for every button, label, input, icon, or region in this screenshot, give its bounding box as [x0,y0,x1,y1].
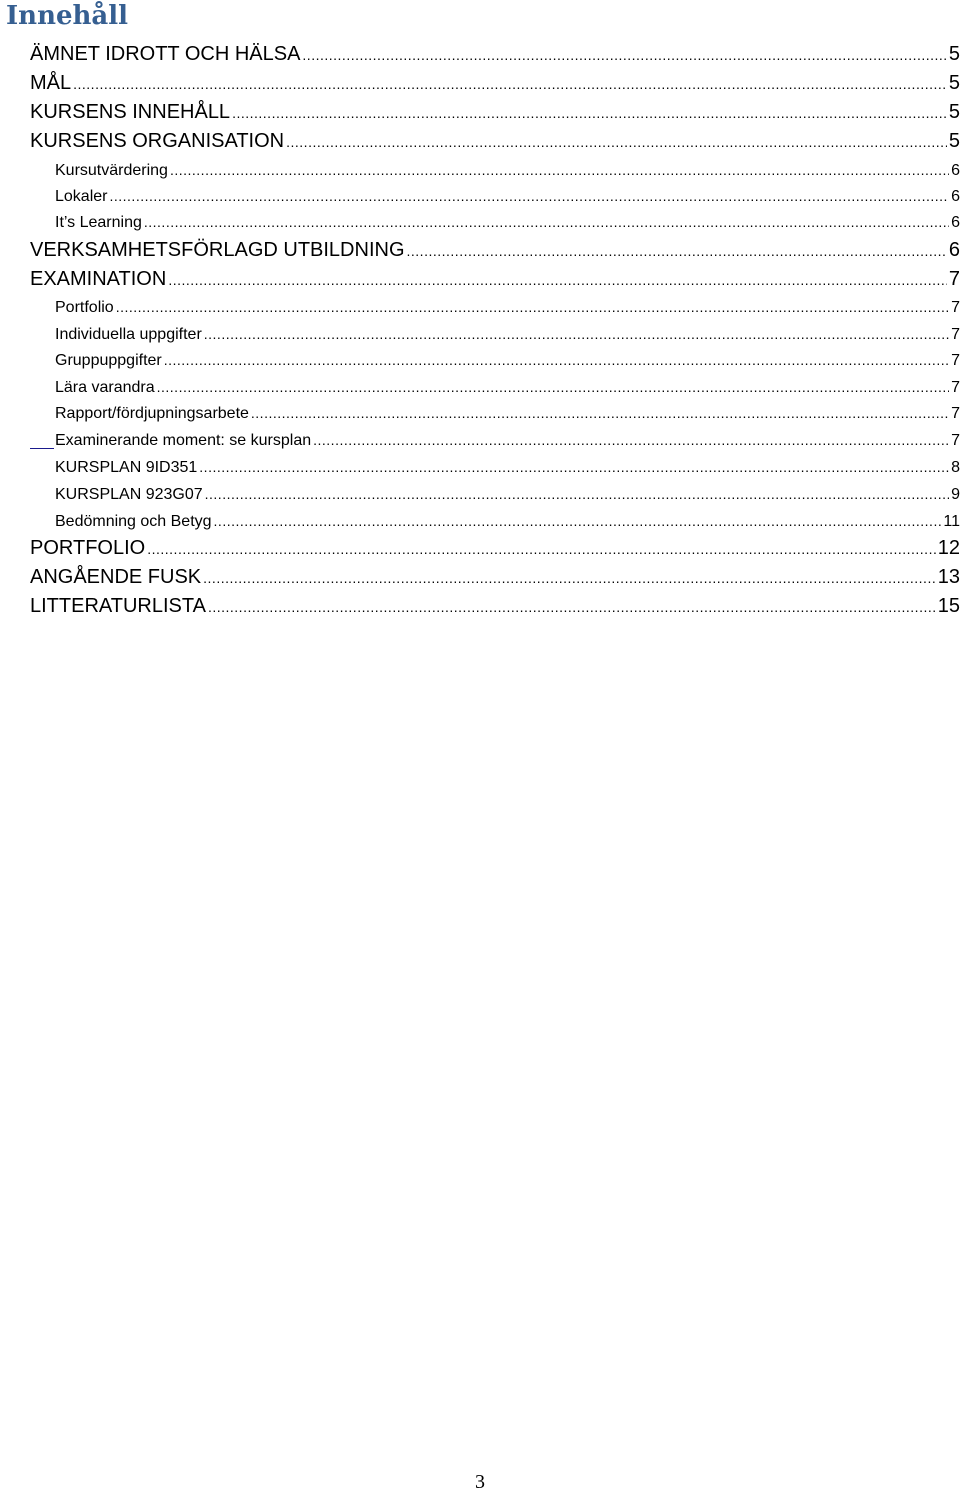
dot-leader [214,508,942,534]
toc-entry[interactable] [30,592,960,620]
dot-leader [116,294,949,320]
toc-entry-page: 7 [951,432,960,449]
toc-entry-page: 9 [951,486,960,503]
dot-leader [170,157,949,183]
dot-leader [205,481,949,507]
dot-leader [73,70,947,98]
toc-entry-label: Examinerande moment: se kursplan [55,432,312,449]
toc-entry-label: MÅL [30,72,72,94]
dot-leader [407,237,947,265]
toc-entry-label: Lokaler [55,188,108,205]
toc-entry[interactable] [30,265,960,293]
toc-entry-page: 7 [948,268,960,290]
toc-entry[interactable] [30,69,960,97]
dot-leader [313,427,949,453]
toc-entry-label: Bedömning och Betyg [55,513,212,530]
toc-entry[interactable] [55,321,960,347]
dot-leader [302,41,946,69]
toc-entry-label: It’s Learning [55,214,142,231]
toc-entry-page: 6 [951,162,960,179]
toc-entry-page: 13 [937,566,960,588]
toc-entry-label: KURSPLAN 923G07 [55,486,203,503]
toc-entry-page: 7 [951,405,960,422]
toc-heading: Innehåll [6,1,129,31]
dot-leader [208,593,936,621]
toc-entry[interactable] [55,294,960,320]
toc-entry-label: Kursutvärdering [55,162,168,179]
toc-entry[interactable] [55,347,960,373]
toc-entry-label: Gruppuppgifter [55,352,162,369]
toc-entry[interactable] [55,183,960,209]
toc-entry[interactable] [30,534,960,562]
toc-entry-label: PORTFOLIO [30,537,146,559]
dot-leader [109,183,949,209]
toc-entry-label: Rapport/fördjupningsarbete [55,405,249,422]
toc-entry[interactable] [55,209,960,235]
toc-entry-page: 12 [937,537,960,559]
dot-leader [286,128,947,156]
toc-entry[interactable] [55,400,960,426]
dot-leader [232,99,947,127]
dot-leader [147,535,936,563]
toc-entry-page: 5 [948,101,960,123]
toc-entry-label: KURSPLAN 9ID351 [55,459,198,476]
toc-entry-page: 7 [951,379,960,396]
toc-entry[interactable] [30,98,960,126]
toc-entry-label: Portfolio [55,299,114,316]
dot-leader [144,209,949,235]
dot-leader [157,374,949,400]
toc-entry-label: VERKSAMHETSFÖRLAGD UTBILDNING [30,239,405,261]
toc-entry-label: Individuella uppgifter [55,326,202,343]
dot-leader [204,321,949,347]
toc-entry-label: KURSENS ORGANISATION [30,130,285,152]
toc-entry-page: 15 [937,595,960,617]
toc-entry-label: EXAMINATION [30,268,167,290]
toc-entry[interactable] [55,374,960,400]
toc-entry-page: 8 [951,459,960,476]
numbering-underline [30,448,54,449]
toc-entry-page: 7 [951,352,960,369]
dot-leader [164,347,949,373]
toc-entry-page: 6 [951,214,960,231]
toc-entry[interactable] [55,157,960,183]
page-number: 3 [475,1471,485,1493]
toc-entry[interactable] [30,563,960,591]
toc-entry-page: 6 [948,239,960,261]
toc-entry-page: 7 [951,299,960,316]
dot-leader [203,564,936,592]
toc-entry[interactable] [55,427,960,453]
dot-leader [168,266,947,294]
toc-entry[interactable] [30,236,960,264]
toc-entry-label: ANGÅENDE FUSK [30,566,202,588]
toc-entry-page: 5 [948,130,960,152]
toc-entry-label: Lära varandra [55,379,155,396]
toc-entry-label: KURSENS INNEHÅLL [30,101,231,123]
dot-leader [199,454,949,480]
toc-entry-page: 7 [951,326,960,343]
toc-entry[interactable] [30,40,960,68]
toc-entry[interactable] [30,127,960,155]
toc-entry[interactable] [55,454,960,480]
toc-entry-label: ÄMNET IDROTT OCH HÄLSA [30,43,301,65]
dot-leader [251,400,949,426]
toc-entry-page: 6 [951,188,960,205]
toc-entry-page: 5 [948,43,960,65]
toc-entry-label: LITTERATURLISTA [30,595,206,617]
toc-entry-page: 5 [948,72,960,94]
toc-entry[interactable] [55,508,960,534]
toc-entry[interactable] [55,481,960,507]
toc-entry-page: 11 [943,513,960,530]
